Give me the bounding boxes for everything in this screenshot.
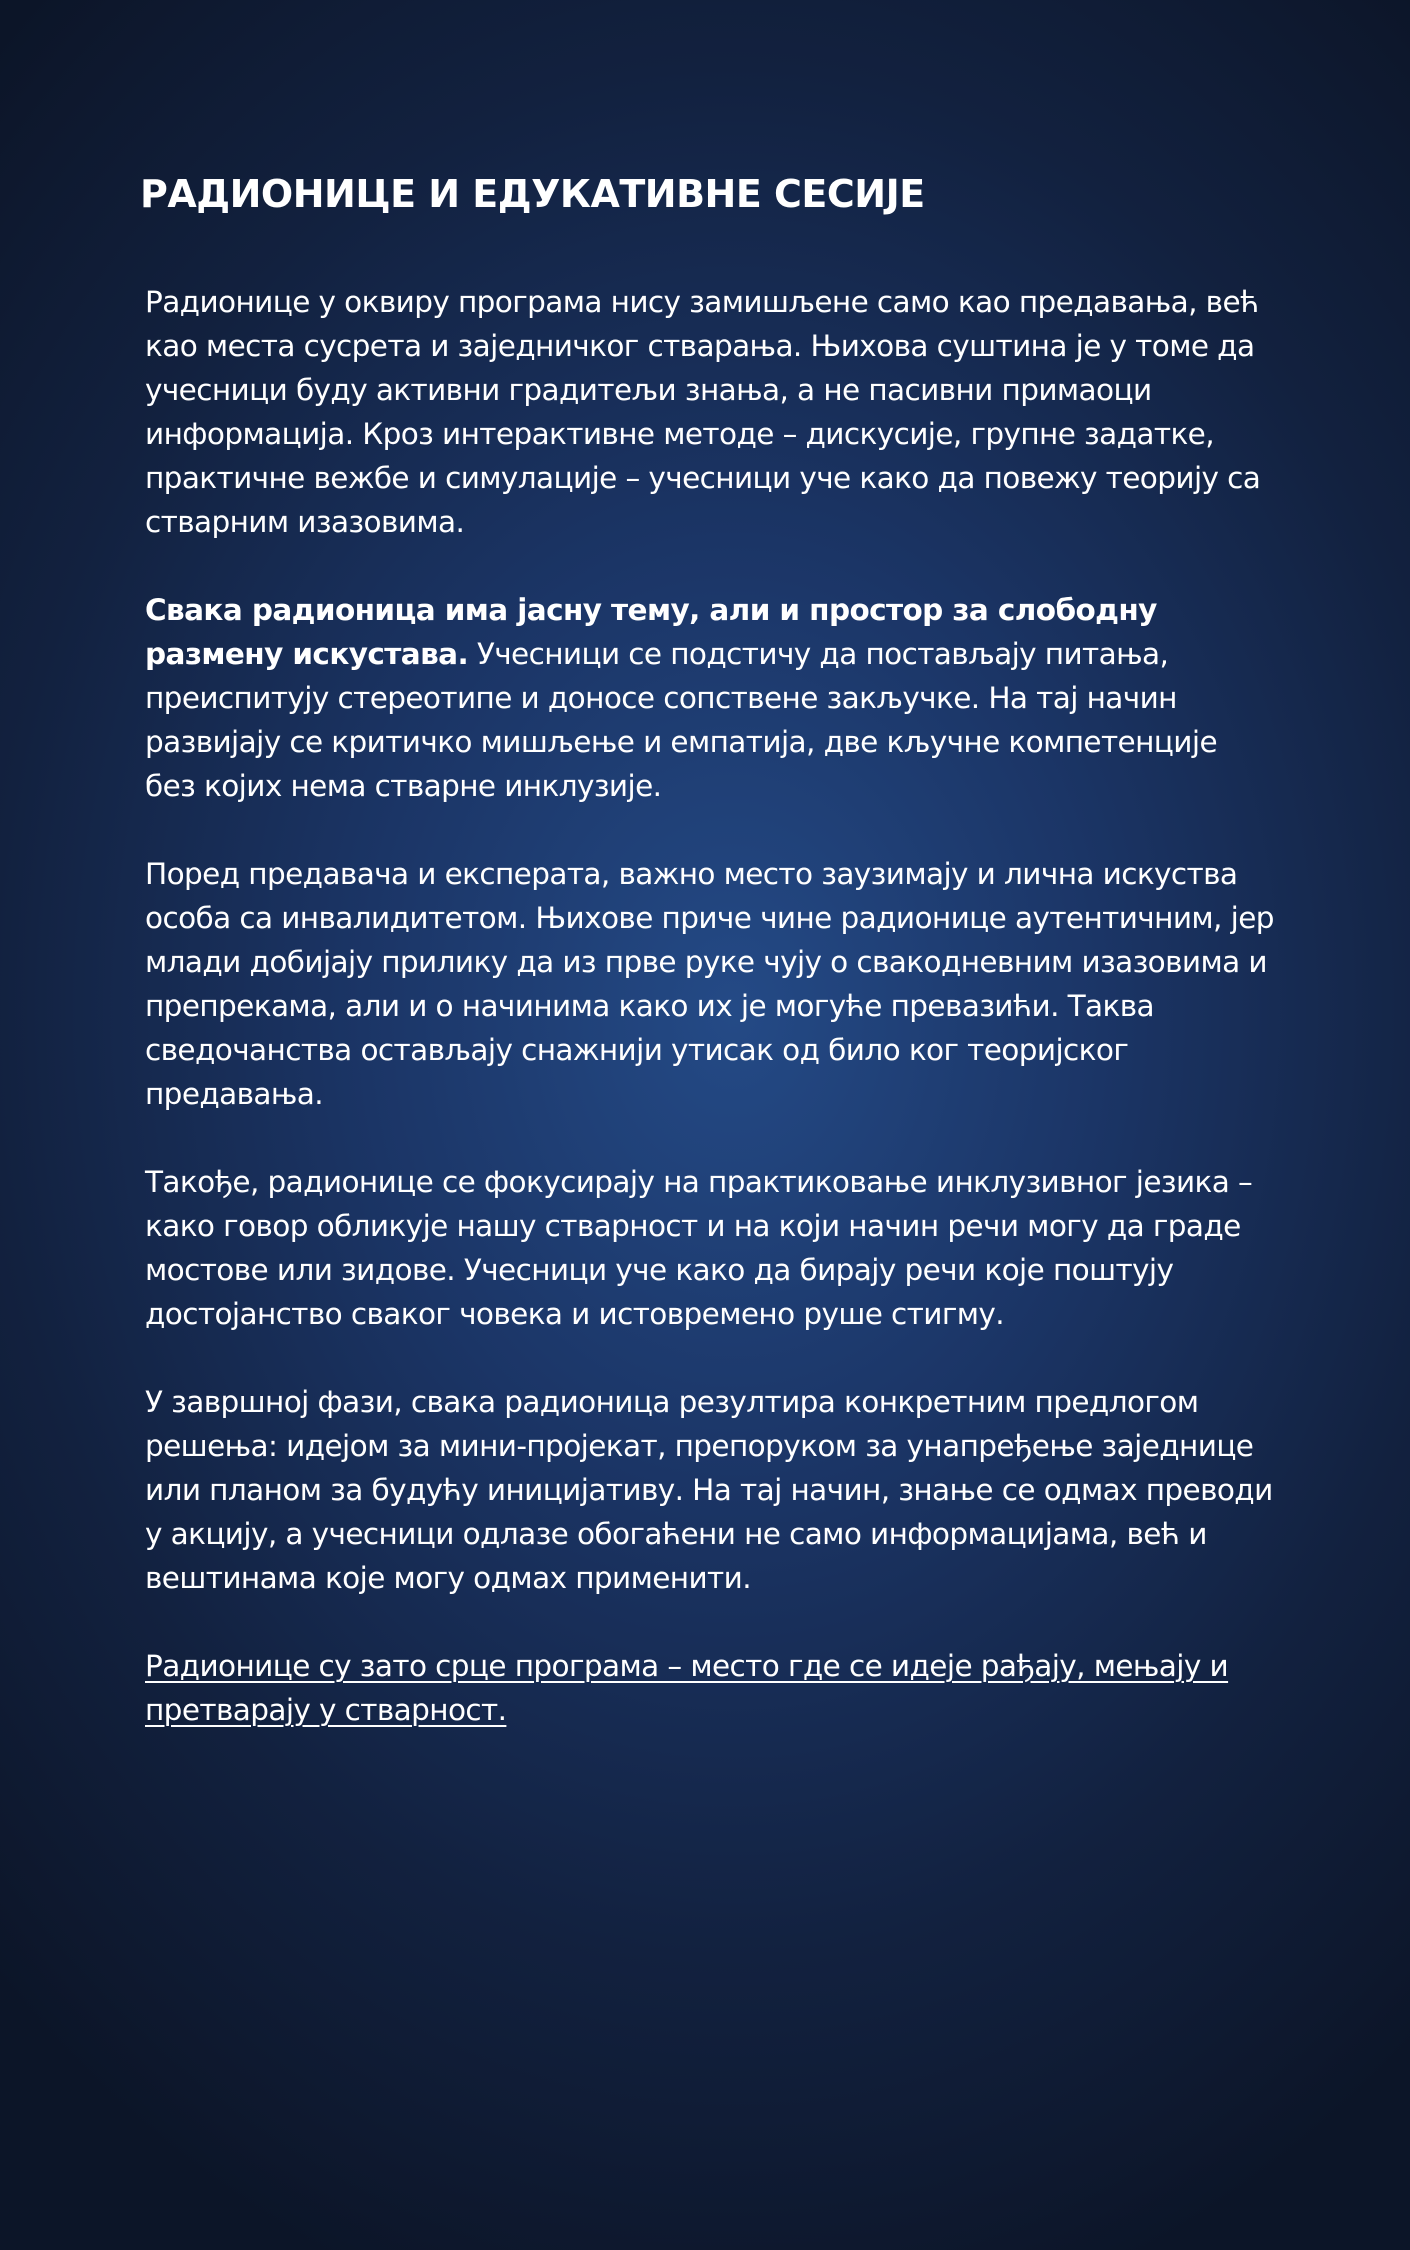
paragraph-themes-bold-lead: Свака радионица има јасну тему, али и простор за слободну размену искустава. xyxy=(145,593,1157,671)
page-title: РАДИОНИЦЕ И ЕДУКАТИВНЕ СЕСИЈЕ xyxy=(140,172,925,216)
paragraph-themes xyxy=(145,588,1275,808)
paragraph-conclusion: Радионице су зато срце програма – место где се идеје рађају, мењају и претварају у стварност. xyxy=(145,1649,1229,1727)
document-body xyxy=(145,280,1275,1776)
paragraph-themes-rest: Учесници се подстичу да постављају питања, преиспитују стереотипе и доносе сопствене закључке. На тај начин развијају се критичко мишљење и емпатија, две кључне компетенције без којих нема стварне инклузије. xyxy=(145,637,1217,803)
paragraph-intro: Радионице у оквиру програма нису замишљене само као предавања, већ као места сусрета и заједничког стварања. Њихова суштина је у томе да учесници буду активни градитељи знања, а не пасивни примаоци информација. Кроз интерактивне методе – дискусије, групне задатке, практичне вежбе и симулације – учесници уче како да повежу теорију са стварним изазовима. xyxy=(145,285,1261,539)
paragraph-final-phase: У завршној фази, свака радионица резултира конкретним предлогом решења: идејом за мини-пројекат, препоруком за унапређење заједнице или планом за будућу иницијативу. На тај начин, знање се одмах преводи у акцију, а учесници одлазе обогаћени не само информацијама, већ и вештинама које могу одмах применити. xyxy=(145,1385,1273,1595)
paragraph-inclusive-language: Такође, радионице се фокусирају на практиковање инклузивног језика – како говор обликује нашу стварност и на који начин речи могу да граде мостове или зидове. Учесници уче како да бирају речи које поштују достојанство сваког човека и истовремено руше стигму. xyxy=(145,1165,1253,1331)
paragraph-personal-experiences: Поред предавача и експерата, важно место заузимају и лична искуства особа са инвалидитетом. Њихове приче чине радионице аутентичним, јер млади добијају прилику да из прве руке чују о свакодневним изазовима и препрекама, али и о начинима како их је могуће превазићи. Таква сведочанства остављају снажнији утисак од било ког теоријског предавања. xyxy=(145,857,1274,1111)
